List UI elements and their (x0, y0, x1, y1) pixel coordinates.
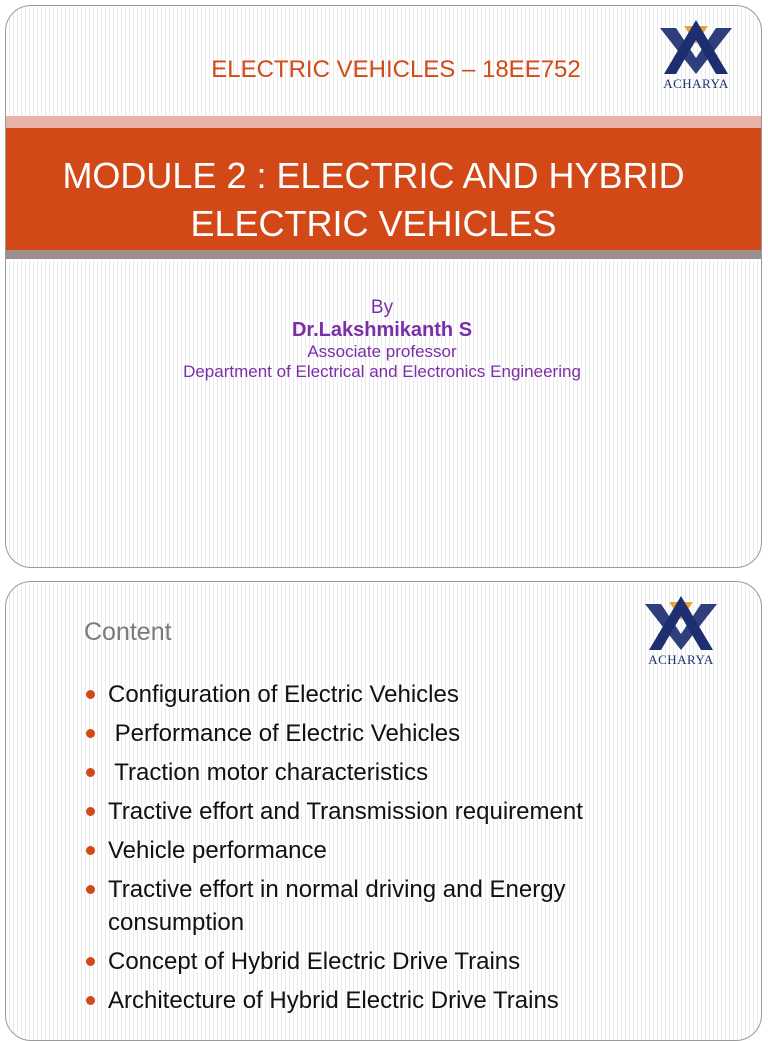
author-role: Associate professor (307, 342, 457, 361)
bullet-icon (86, 885, 95, 894)
bullet-icon (86, 768, 95, 777)
bullet-icon (86, 729, 95, 738)
bullet-icon (86, 957, 95, 966)
bullet-icon (86, 846, 95, 855)
gray-divider (6, 250, 761, 259)
logo-wordmark: ACHARYA (663, 76, 729, 91)
module-title-line1: MODULE 2 : ELECTRIC AND HYBRID (62, 155, 685, 196)
list-item: Tractive effort in normal driving and Energy consumption (84, 873, 644, 939)
bullet-icon (86, 807, 95, 816)
logo-wordmark: ACHARYA (648, 652, 714, 667)
acharya-logo-icon (641, 590, 721, 652)
list-item: Vehicle performance (84, 834, 644, 867)
content-heading: Content (84, 618, 172, 646)
author-block (6, 298, 758, 382)
course-title: ELECTRIC VEHICLES – 18EE752 (211, 56, 581, 83)
list-item: Traction motor characteristics (84, 756, 644, 789)
author-name: Dr.Lakshmikanth S (291, 319, 473, 341)
author-department: Department of Electrical and Electronics Engineering (183, 362, 581, 381)
pink-divider (6, 116, 761, 128)
list-item: Architecture of Hybrid Electric Drive Trains (84, 984, 644, 1017)
list-item: Configuration of Electric Vehicles (84, 678, 644, 711)
list-item: Performance of Electric Vehicles (84, 717, 644, 750)
acharya-logo (641, 590, 721, 670)
list-item: Concept of Hybrid Electric Drive Trains (84, 945, 644, 978)
content-list (84, 678, 644, 1023)
title-slide (5, 5, 762, 568)
module-title (6, 152, 741, 248)
by-label: By (370, 297, 394, 318)
bullet-icon (86, 690, 95, 699)
title-band (6, 128, 761, 250)
bullet-icon (86, 996, 95, 1005)
list-item: Tractive effort and Transmission requirement (84, 795, 644, 828)
content-slide (5, 581, 762, 1041)
module-title-line2: ELECTRIC VEHICLES (190, 203, 557, 244)
